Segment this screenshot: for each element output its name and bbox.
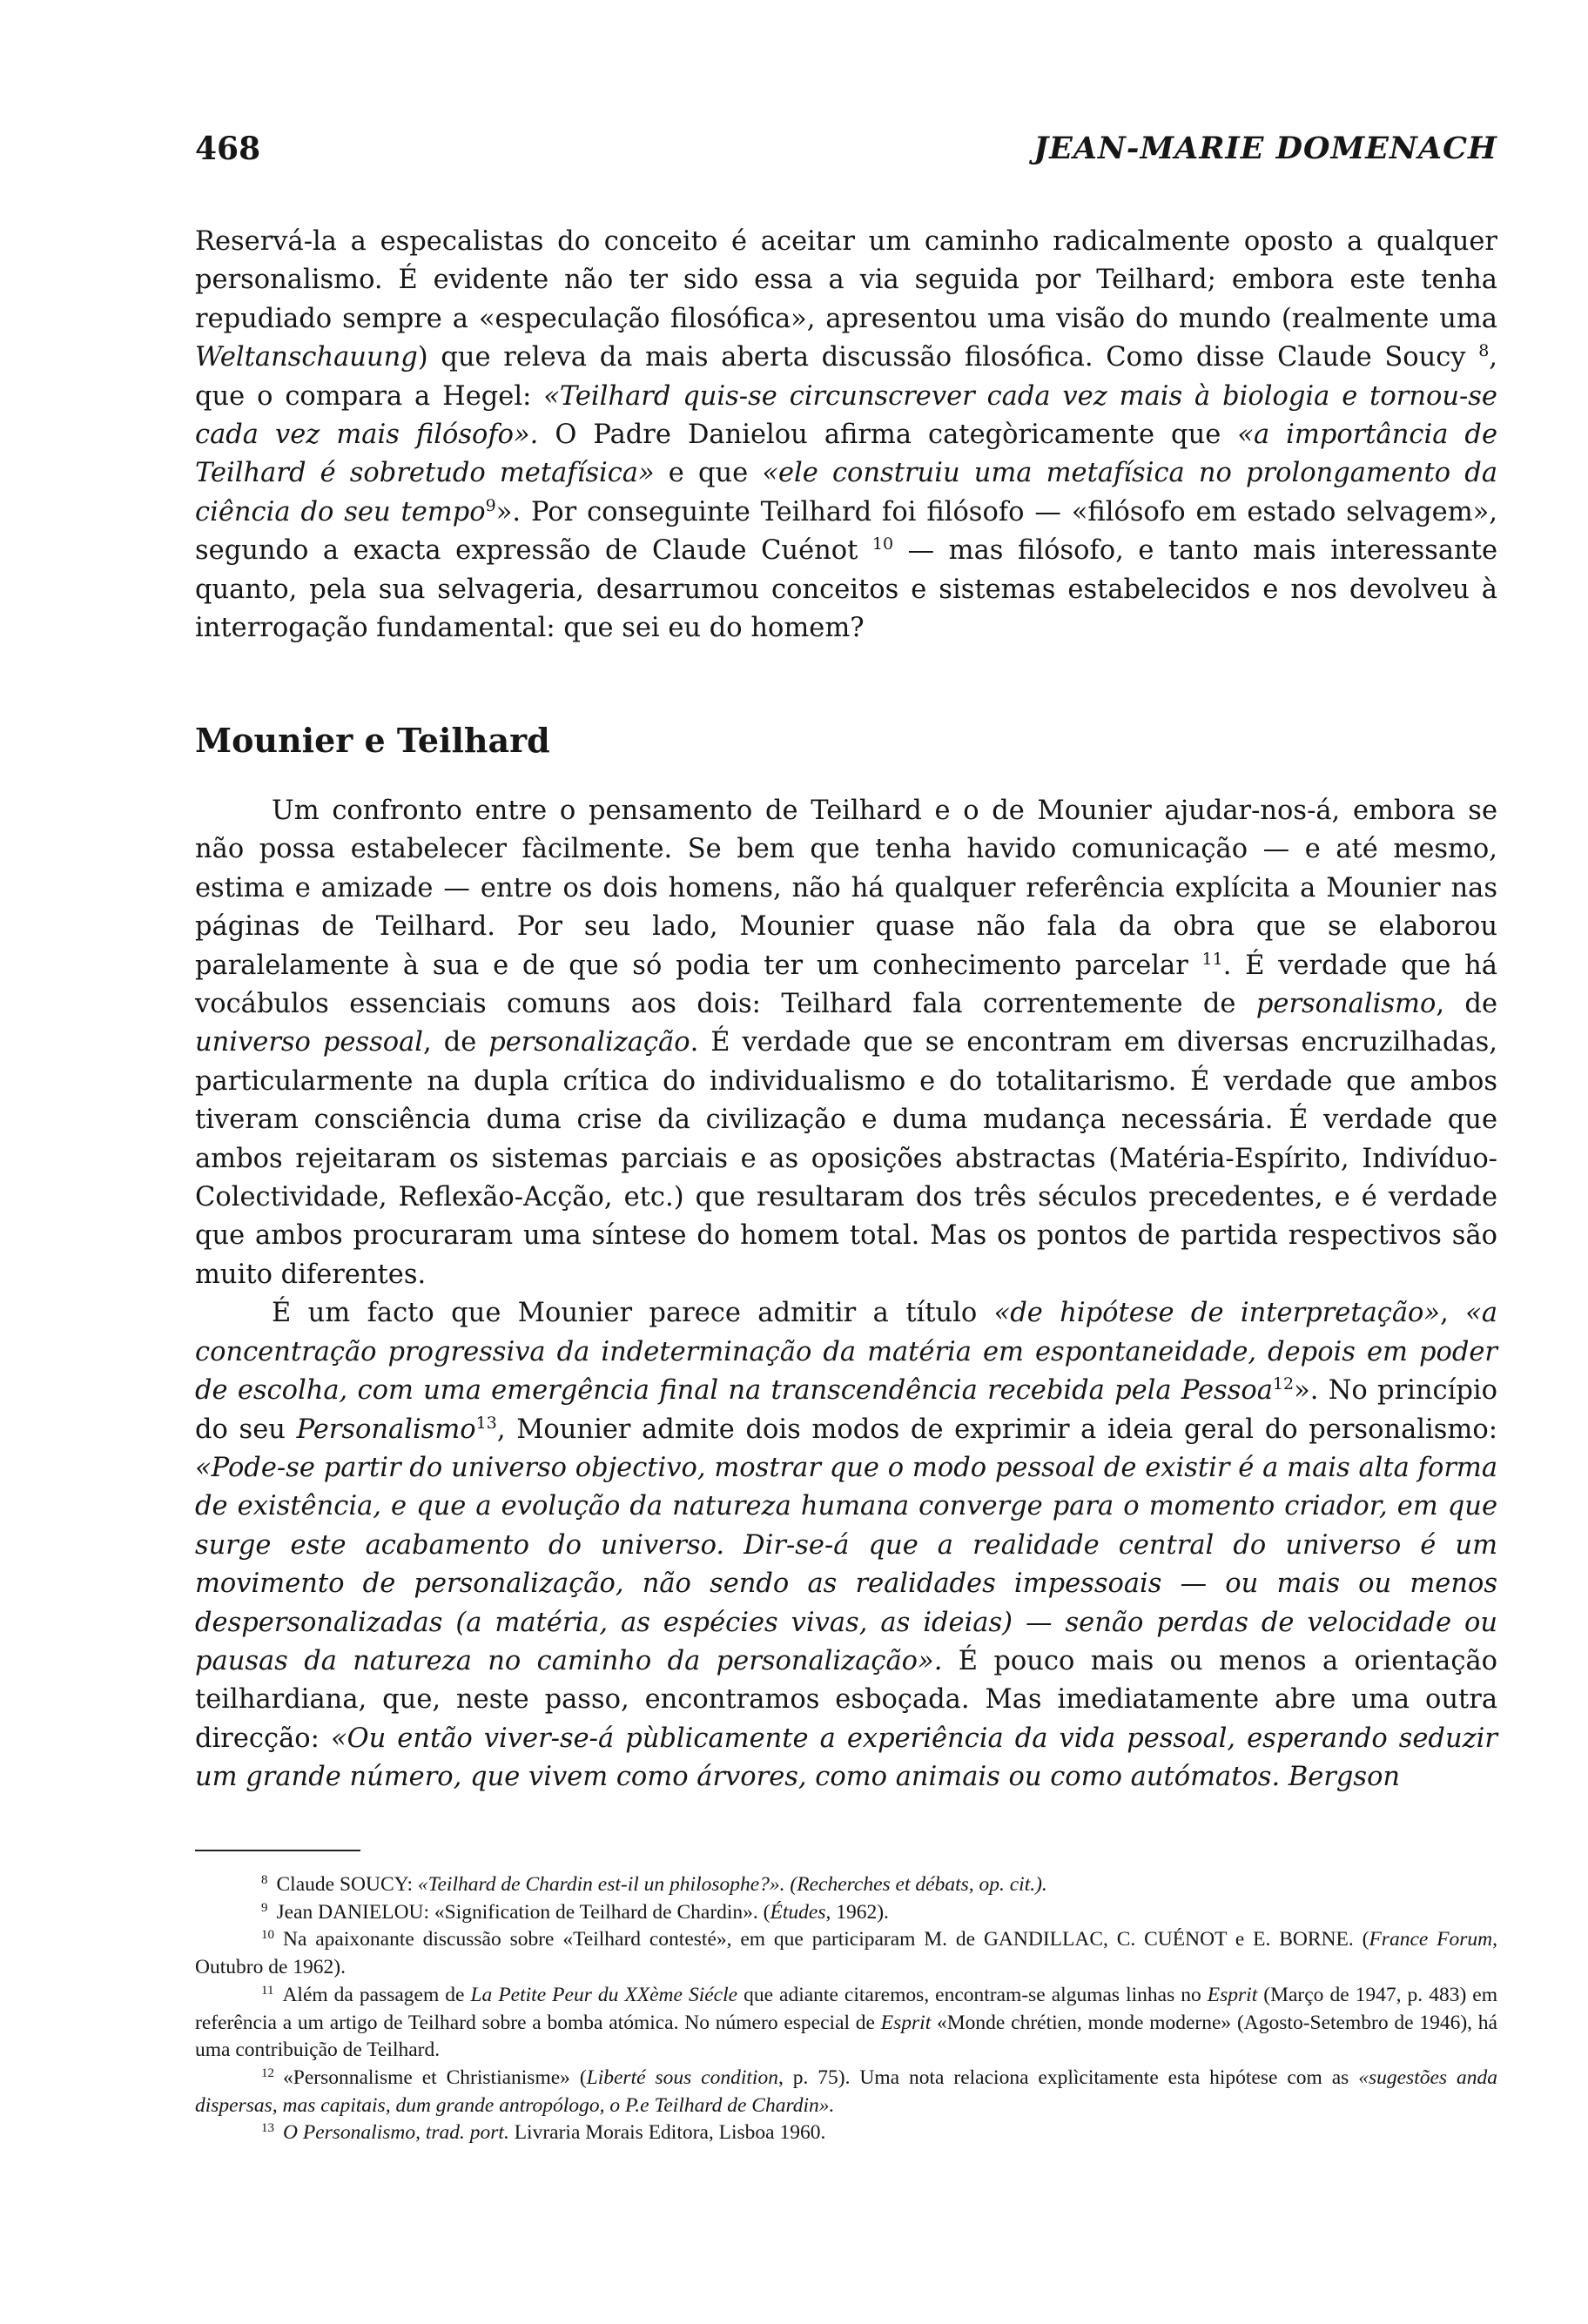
- footnote-ref-10: 10: [871, 534, 894, 554]
- footnote-10: $^{10}$ Na apaixonante discussão sobre «Teilhard contesté», em que participaram M. de GANDILLAC, C. CUÉNOT e E. BORNE. (France Forum, Outubro de 1962).: [195, 1928, 1497, 1979]
- section-body: [195, 792, 1497, 1797]
- page-number: 468: [195, 131, 261, 167]
- body-paragraph-1: Um confronto entre o pensamento de Teilhard e o de Mounier ajudar-nos-á, embora se não possa estabelecer fàcilmente. Se bem que tenha havido comunicação — e até mesmo, estima e amizade — entre os dois homens, não há qualquer referência explícita a Mounier nas páginas de Teilhard. Por seu lado, Mounier quase não fala da obra que se elaborou paralelamente à sua e de que só podia ter um conhecimento parcelar $^{11}$. É verdade que há vocábulos essenciais comuns aos dois: Teilhard fala correntemente de personalismo, de universo pessoal, de personalização. É verdade que se encontram em diversas encruzilhadas, particularmente na dupla crítica do individualismo e do totalitarismo. É verdade que ambos tiveram consciência duma crise da civilização e duma mudança necessária. É verdade que ambos rejeitaram os sistemas parciais e as oposições abstractas (Matéria-Espírito, Indivíduo-Colectividade, Reflexão-Acção, etc.) que resultaram dos três séculos precedentes, e é verdade que ambos procuraram uma síntese do homem total. Mas os pontos de partida respectivos são muito diferentes.: [195, 796, 1497, 1290]
- footnote-divider: [195, 1850, 360, 1851]
- footnote-12: $^{12}$ «Personnalisme et Christianisme» (Liberté sous condition, p. 75). Uma nota relaciona explìcitamente esta hipótese com as «sugestões anda dispersas, mas capitais, dum grande antropólogo, o P.e Teilhard de Chardin».: [195, 2065, 1497, 2117]
- running-head: JEAN-MARIE DOMENACH: [1033, 131, 1497, 166]
- footnote-8: $^8$ Claude SOUCY: «Teilhard de Chardin est-il un philosophe?». (Recherches et débats, op. cit.).: [261, 1873, 1047, 1896]
- footnote-13: $^{13}$ O Personalismo, trad. port. Livraria Morais Editora, Lisboa 1960.: [261, 2121, 826, 2145]
- intro-paragraph: Reservá-la a especalistas do conceito é aceitar um caminho radicalmente oposto a qualquer personalismo. É evidente não ter sido essa a via seguida por Teilhard; embora este tenha repudiado sempre a «especulação filosófica», apresentou uma visão do mundo (realmente uma Weltanschauung) que releva da mais aberta discussão filosófica. Como disse Claude Soucy $^8$, que o compara a Hegel: «Teilhard quis-se circunscrever cada vez mais à biologia e tornou-se cada vez mais filósofo». O Padre Danielou afirma categòricamente que «a importância de Teilhard é sobretudo metafísica» e que «ele construiu uma metafísica no prolongamento da ciência do seu tempo$^9$». Por conseguinte Teilhard foi filósofo — «filósofo em estado selvagem», segundo a exacta expressão de Claude Cuénot $^{10}$ — mas filósofo, e tanto mais interessante quanto, pela sua selvageria, desarrumou conceitos e sistemas estabelecidos e nos devolveu à interrogação fundamental: que sei eu do homem?: [195, 226, 1498, 644]
- footnote-ref-11: 11: [1201, 949, 1223, 969]
- body-paragraph-2: É um facto que Mounier parece admitir a título «de hipótese de interpretação», «a concentração progressiva da indeterminação da matéria em espontaneidade, depois em poder de escolha, com uma emergência final na transcendência recebida pela Pessoa$^{12}$». No princípio do seu Personalismo$^{13}$, Mounier admite dois modos de exprimir a ideia geral do personalismo: «Pode-se partir do universo objectivo, mostrar que o modo pessoal de existir é a mais alta forma de existência, e que a evolução da natureza humana converge para o momento criador, em que surge este acabamento do universo. Dir-se-á que a realidade central do universo é um movimento de personalização, não sendo as realidades impessoais — ou mais ou menos despersonalizadas (a matéria, as espécies vivas, as ideias) — senão perdas de velocidade ou pausas da natureza no caminho da personalização». É pouco mais ou menos a orientação teilhardiana, que, neste passo, encontramos esboçada. Mas imediatamente abre uma outra direcção: «Ou então viver-se-á pùblicamente a experiência da vida pessoal, esperando seduzir um grande número, que vivem como árvores, como animais ou como autómatos. Bergson: [195, 1298, 1498, 1793]
- footnote-ref-9: 9: [485, 495, 496, 515]
- footnote-9: $^9$ Jean DANIELOU: «Signification de Teilhard de Chardin». (Études, 1962).: [261, 1900, 889, 1924]
- footnote-ref-13: 13: [475, 1413, 497, 1433]
- footnote-11: $^{11}$ Além da passagem de La Petite Peur du XXème Siécle que adiante citaremos, encontram-se algumas linhas no Esprit (Março de 1947, p. 483) em referência a um artigo de Teilhard sobre a bomba atómica. No número especial de Esprit «Monde chrétien, monde moderne» (Agosto-Setembro de 1946), há uma contribuição de Teilhard.: [195, 1983, 1497, 2062]
- footnote-ref-8: 8: [1478, 341, 1490, 361]
- section-heading: Mounier e Teilhard: [195, 721, 550, 760]
- footnotes: [195, 1871, 1497, 2147]
- page-header: [195, 131, 1497, 174]
- footnote-ref-12: 12: [1272, 1374, 1295, 1394]
- intro-paragraph-block: [195, 223, 1497, 648]
